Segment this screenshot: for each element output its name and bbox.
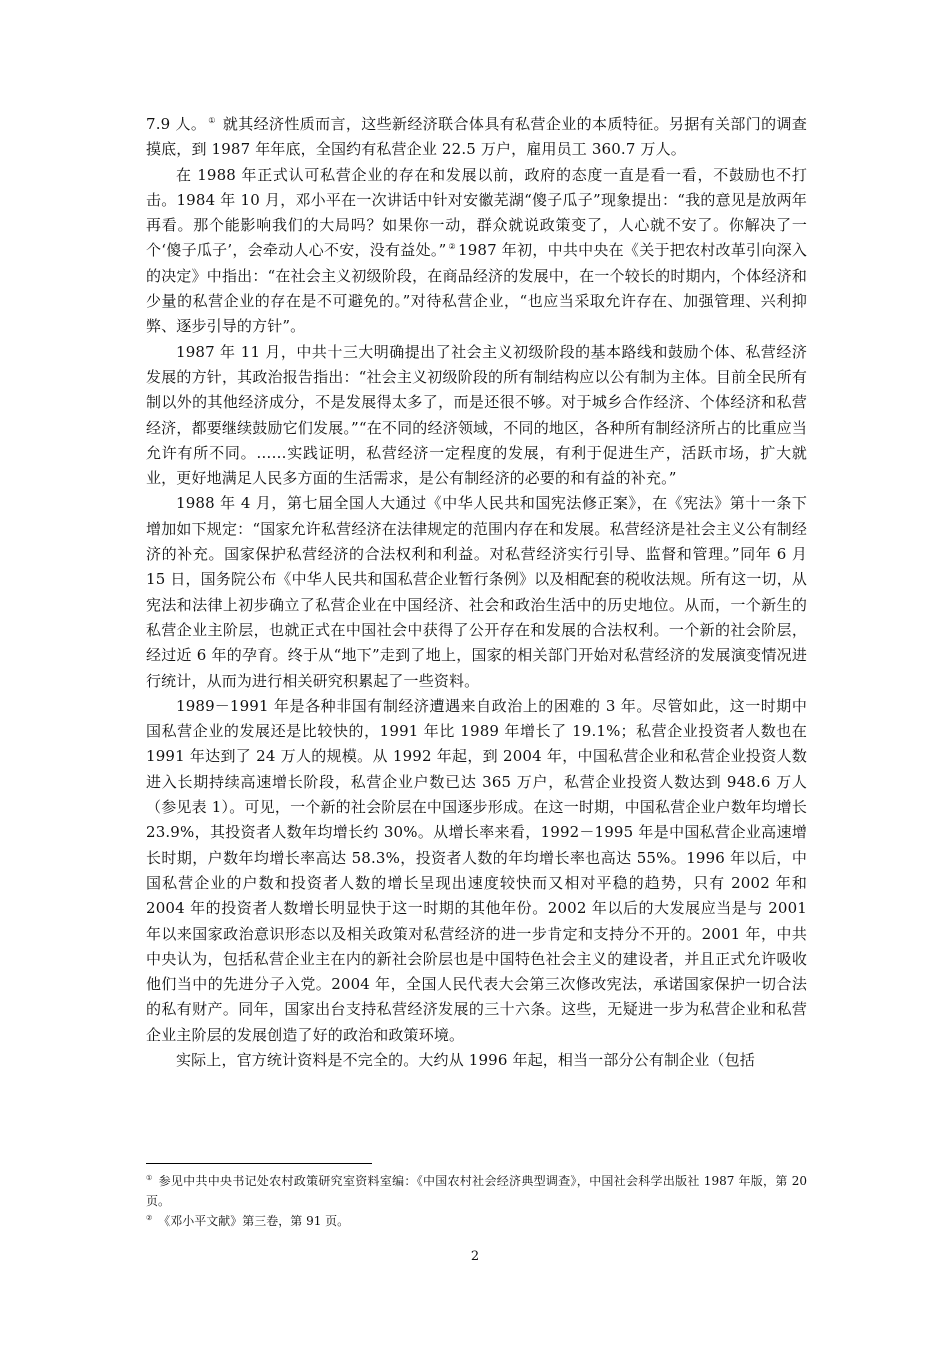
footnote-2-mark: ②: [146, 1214, 153, 1222]
paragraph-2-text-after: 1987 年初，中共中央在《关于把农村改革引向深入的决定》中指出：“在社会主义初级阶段，在商品经济的发展中，在一个较长的时期内，个体经济和少量的私营企业的存在是不可避免的。”对待私营企业，“也应当采取允许存在、加强管理、兴利抑弊、逐步引导的方针”。: [146, 241, 807, 336]
paragraph-5: 1989－1991 年是各种非国有制经济遭遇来自政治上的困难的 3 年。尽管如此，这一时期中国私营企业的发展还是比较快的，1991 年比 1989 年增长了 19.1%；私营企业投资者人数也在 1991 年达到了 24 万人的规模。从 1992 年起，到 2004 年，中国私营企业和私营企业投资人数进入长期持续高速增长阶段，私营企业户数已达 365 万户，私营企业投资人数达到 948.6 万人（参见表 1）。可见，一个新的社会阶层在中国逐步形成。在这一时期，中国私营企业户数年均增长 23.9%，其投资者人数年均增长约 30%。从增长率来看，1992－1995 年是中国私营企业高速增长时期，户数年均增长率高达 58.3%，投资者人数的年均增长率也高达 55%。1996 年以后，中国私营企业的户数和投资者人数的增长呈现出速度较快而又相对平稳的趋势，只有 2002 年和 2004 年的投资者人数增长明显快于这一时期的其他年份。2002 年以后的大发展应当是与 2001 年以来国家政治意识形态以及相关政策对私营经济的进一步肯定和支持分不开的。2001 年，中共中央认为，包括私营企业主在内的新社会阶层也是中国特色社会主义的建设者，并且正式允许吸收他们当中的先进分子入党。2004 年，全国人民代表大会第三次修改宪法，承诺国家保护一切合法的私有财产。同年，国家出台支持私营经济发展的三十六条。这些，无疑进一步为私营企业和私营企业主阶层的发展创造了好的政治和政策环境。: [146, 696, 807, 1044]
body-text: [146, 112, 807, 1073]
footnote-2: [146, 1211, 807, 1231]
footnote-2-text: 《邓小平文献》第三卷，第 91 页。: [158, 1214, 350, 1228]
paragraph-1-text-after: 就其经济性质而言，这些新经济联合体具有私营企业的本质特征。另据有关部门的调查摸底，到 1987 年年底，全国约有私营企业 22.5 万户，雇用员工 360.7 万人。: [146, 115, 807, 159]
paragraph-2: [146, 163, 807, 340]
paragraph-2-text-before: 在 1988 年正式认可私营企业的存在和发展以前，政府的态度一直是看一看，不鼓励也不打击。1984 年 10 月，邓小平在一次讲话中针对安徽芜湖“傻子瓜子”现象提出：“我的意见是放两年再看。那个能影响我们的大局吗？如果你一动，群众就说政策变了，人心就不安了。你解决了一个‘傻子瓜子’，会牵动人心不安，没有益处。”: [146, 165, 807, 260]
footnote-divider: [146, 1163, 372, 1164]
footnote-1-text: 参见中共中央书记处农村政策研究室资料室编：《中国农村社会经济典型调查》，中国社会科学出版社 1987 年版，第 20 页。: [146, 1174, 807, 1208]
footnotes: [146, 1171, 807, 1231]
paragraph-1: [146, 112, 807, 163]
paragraph-6: 实际上，官方统计资料是不完全的。大约从 1996 年起，相当一部分公有制企业（包括: [176, 1050, 755, 1069]
paragraph-1-text-before: 7.9 人。: [146, 115, 207, 133]
page-number: 2: [470, 1249, 480, 1264]
paragraph-4: 1988 年 4 月，第七届全国人大通过《中华人民共和国宪法修正案》，在《宪法》第十一条下增加如下规定：“国家允许私营经济在法律规定的范围内存在和发展。私营经济是社会主义公有制经济的补充。国家保护私营经济的合法权利和利益。对私营经济实行引导、监督和管理。”同年 6 月 15 日，国务院公布《中华人民共和国私营企业暂行条例》以及相配套的税收法规。所有这一切，从宪法和法律上初步确立了私营企业在中国经济、社会和政治生活中的历史地位。从而，一个新生的私营企业主阶层，也就正式在中国社会中获得了公开存在和发展的合法权利。一个新的社会阶层，经过近 6 年的孕育。终于从“地下”走到了地上，国家的相关部门开始对私营经济的发展演变情况进行统计，从而为进行相关研究积累起了一些资料。: [146, 494, 807, 690]
paragraph-3: 1987 年 11 月，中共十三大明确提出了社会主义初级阶段的基本路线和鼓励个体、私营经济发展的方针，其政治报告指出：“社会主义初级阶段的所有制结构应以公有制为主体。目前全民所有制以外的其他经济成分，不是发展得太多了，而是还很不够。对于城乡合作经济、个体经济和私营经济，都要继续鼓励它们发展。”“在不同的经济领域，不同的地区，各种所有制经济所占的比重应当允许有所不同。……实践证明，私营经济一定程度的发展，有利于促进生产，活跃市场，扩大就业，更好地满足人民多方面的生活需求，是公有制经济的必要的和有益的补充。”: [146, 342, 807, 488]
footnote-1-mark: ①: [146, 1174, 153, 1182]
footnote-ref-2: ②: [448, 242, 456, 252]
footnote-1: [146, 1171, 807, 1211]
footnote-ref-1: ①: [208, 116, 216, 125]
